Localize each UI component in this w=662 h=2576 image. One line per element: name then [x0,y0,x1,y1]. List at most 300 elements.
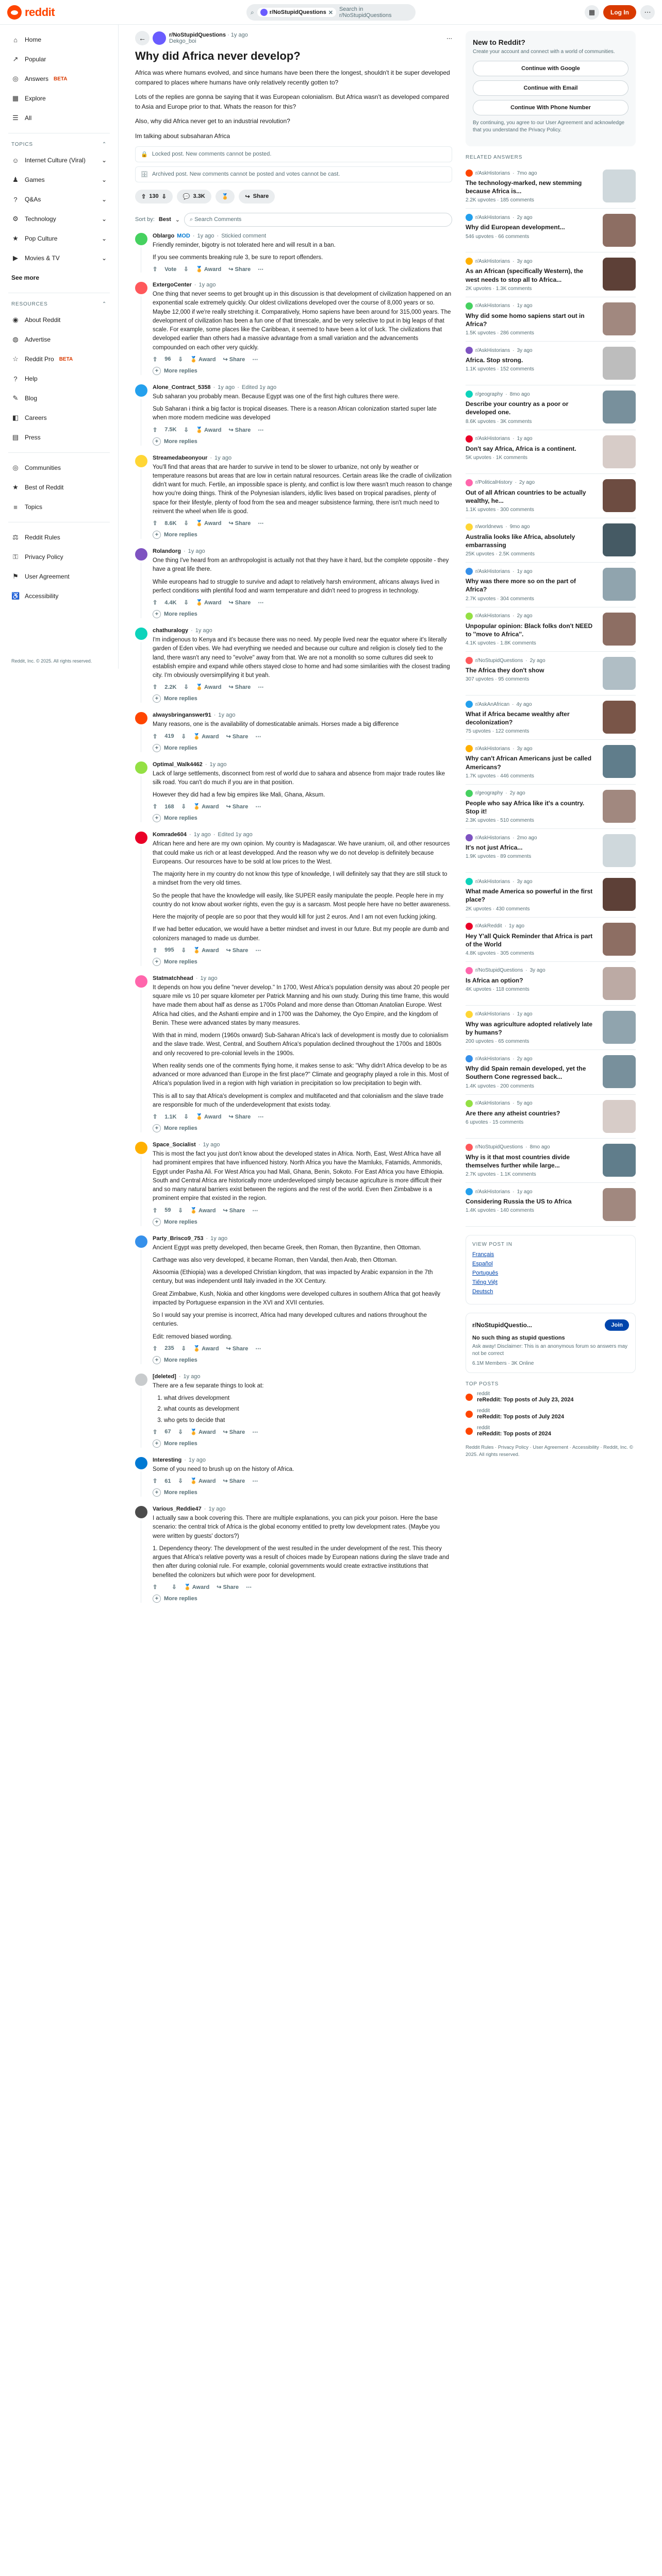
comment-body [153,1465,452,1474]
comment-author[interactable]: Streamedabeonyour [153,454,208,461]
share-button[interactable]: ↪ Share [217,1584,239,1590]
topics-icon: ≡ [13,503,18,511]
related-item[interactable]: r/NoStupidQuestions · 3y ago Is Africa an option? 4K upvotes · 118 comments [466,962,636,1006]
award-button[interactable]: 🏅 Award [195,520,222,527]
comment-actions [153,520,452,527]
downvote-icon[interactable]: ⇩ [181,947,186,954]
downvote-icon[interactable]: ⇩ [184,1114,189,1121]
more-replies-button[interactable]: + More replies [153,367,452,375]
nav-press[interactable]: ▤ Press [12,433,41,441]
comment-time: 1y ago [203,1142,220,1148]
plus-icon: + [153,958,161,966]
related-item[interactable]: r/AskHistorians · 2mo ago It's not just Africa... 1.9K upvotes · 89 comments [466,829,636,873]
award-button[interactable]: 🏅 Award [190,1429,216,1435]
comment-author[interactable]: Komrade604 [153,832,187,838]
comment-search-input[interactable]: ⌕ Search Comments [184,213,452,227]
share-button[interactable]: ↪ Share [223,1429,245,1435]
continue-email-button[interactable]: Continue with Email [473,80,628,96]
comment-time: 1y ago [214,454,232,461]
search-icon: ⌕ [189,216,195,223]
upvote-icon[interactable]: ⇧ [153,1429,158,1435]
award-button[interactable]: 🏅 Award [195,266,222,273]
comment-author[interactable]: [deleted] [153,1373,176,1380]
more-options-icon[interactable]: ⋯ [252,1429,258,1435]
share-button[interactable]: ↪ Share [228,427,251,433]
sort-dropdown[interactable]: Best [158,216,171,223]
related-stats: 1.9K upvotes · 89 comments [466,854,532,860]
comment-paragraph: Ancient Egypt was pretty developed, then became Greek, then Roman, then Byzantine, then Ottoman. [153,1244,421,1251]
search-bar[interactable] [246,4,416,21]
related-item[interactable]: r/geography · 8mo ago Describe your country as a poor or developed one. 8.6K upvotes · 3K comments [466,385,636,430]
search-input[interactable]: Search in r/NoStupidQuestions [339,6,392,19]
more-options-icon[interactable]: ⋯ [258,684,264,691]
comment-body [153,1514,452,1580]
related-item[interactable]: r/AskAnAfrican · 4y ago What if Africa became wealthy after decolonization? 75 upvotes · 122 comments [466,696,636,740]
more-options-icon[interactable]: ⋯ [246,1584,252,1590]
subreddit-card-title: No such thing as stupid questions [472,1335,565,1341]
comment-body [153,720,452,729]
post-author[interactable]: Dekgo_boi [169,38,196,44]
downvote-icon[interactable]: ⇩ [178,356,183,363]
related-title: Australia looks like Africa, absolutely embarrassing [466,533,575,549]
share-button[interactable]: ↪ Share [223,356,245,363]
related-time: 2y ago [519,480,535,485]
comment-avatar[interactable] [135,455,147,467]
comment-author[interactable]: Statmatchhead [153,975,193,981]
upvote-icon[interactable]: ⇧ [153,1478,158,1485]
comment-votes: 2.2K [164,684,177,690]
topic-movies-tv[interactable]: ▶ Movies & TV ⌄ [6,248,112,268]
related-item[interactable]: r/AskHistorians · 2y ago Why did Spain remain developed, yet the Southern Cone regressed back... 1.4K upvotes · 200 comments [466,1050,636,1094]
chevron-down-icon: ⌄ [101,176,107,183]
comment-paragraph: One thing that never seems to get brought up in this discussion is that development of civilization happened on an exponential scale extremely quickly. Our oldest civilizations developed over the course of 8,000 years or so. Maybe 12,000 if we're really stretching it. Comparatively, Homo sapiens have been around for 315,000 years. The development of civilization has been a fun one of that timescale, and be very selective to put in big leaps of that scale. For example, some places like the Caribbean, it seemed to have been a lot of luck. The civilizations that developed earlier than others had a massive advantage from a small variation and the advancements compounded on each other very quickly. [153,291,452,351]
upvote-icon[interactable]: ⇧ [153,804,158,810]
award-button[interactable]: 🏅 Award [193,804,219,810]
comment-avatar[interactable] [135,761,147,774]
comment-author[interactable]: Alone_Contract_5358 [153,384,211,391]
related-item[interactable]: r/AskHistorians · 1y ago Considering Russia the US to Africa 1.4K upvotes · 140 comments [466,1183,636,1227]
games-icon: ♟ [12,176,19,183]
reddit-logo-icon [7,5,22,20]
upvote-icon[interactable]: ⇧ [153,1345,158,1352]
comment-author[interactable]: Optimal_Walk4462 [153,761,203,768]
related-item[interactable]: r/geography · 2y ago People who say Africa like it's a country. Stop it! 2.3K upvotes · 510 comments [466,785,636,829]
comment-paragraph: Sub saharan you probably mean. Because Egypt was one of the first high cultures there were. [153,393,400,400]
more-options-icon[interactable]: ⋯ [255,947,261,954]
vote-button[interactable]: ⇧ 130 ⇩ [135,190,173,204]
comment-author[interactable]: Party_Brisco9_753 [153,1235,204,1242]
comment [135,832,452,966]
downvote-icon[interactable]: ⇩ [178,1207,183,1214]
share-button[interactable]: ↪ Share [239,190,275,204]
downvote-icon[interactable]: ⇩ [184,427,189,433]
downvote-icon[interactable]: ⇩ [172,1584,177,1590]
chevron-down-icon: ⌄ [101,157,107,164]
share-button[interactable]: ↪ Share [223,1207,245,1214]
post-main [135,31,452,1612]
nav-all[interactable]: ☰ All [6,108,112,128]
related-answers [466,155,636,1227]
more-options-icon[interactable]: ⋯ [252,356,258,363]
nav-privacy-policy[interactable]: ⚿ Privacy Policy [6,547,112,567]
more-options-icon[interactable]: ⋯ [252,1207,258,1214]
related-title: Why did European development... [466,224,565,231]
comment-votes: 4.4K [164,599,177,606]
related-sub: r/AskHistorians [475,613,510,619]
comment-avatar[interactable] [135,1235,147,1248]
see-more-link[interactable]: See more [11,274,40,281]
lang-link-french[interactable]: Français [472,1251,494,1258]
comment [135,628,452,703]
comment-actions [153,1113,452,1120]
related-thumbnail [603,834,636,867]
related-title: Why can't African Americans just be called Americans? [466,755,592,771]
reddit-logo-text: reddit [25,5,55,19]
comment-time: 1y ago [188,548,205,555]
comment-paragraph: So I would say your premise is incorrect, Africa had many developed cultures and nations throughout the centuries. [153,1312,427,1328]
downvote-icon[interactable]: ⇩ [181,733,186,740]
comment-header: Statmatchhead · 1y ago [153,975,218,981]
lang-link-portuguese[interactable]: Português [472,1270,499,1276]
related-title: What if Africa became wealthy after decolonization? [466,710,570,726]
comment-avatar[interactable] [135,1506,147,1518]
related-sub: r/AskHistorians [475,568,510,574]
related-item[interactable]: r/NoStupidQuestions · 8mo ago Why is it that most countries divide themselves further while large... 2.7K upvotes · 1.1K comments [466,1139,636,1183]
related-item[interactable]: r/AskHistorians · 1y ago Why was there more so on the part of Africa? 2.7K upvotes · 304 comments [466,563,636,607]
more-options-icon[interactable]: ⋯ [258,427,264,433]
award-button[interactable]: 🏅 Award [190,1207,216,1214]
join-button[interactable]: Join [605,1319,629,1331]
related-title: Hey Y'all Quick Reminder that Africa is part of the World [466,932,593,948]
nav-careers[interactable]: ◧ Careers [12,414,47,421]
more-replies-button[interactable]: + More replies [153,1439,452,1448]
related-sub: r/AskHistorians [475,170,510,176]
related-item[interactable]: r/AskHistorians · 2y ago Why did European development... 546 upvotes · 66 comments [466,209,636,252]
subreddit-avatar[interactable] [153,31,166,45]
comment-author[interactable]: Space_Socialist [153,1142,196,1148]
topics-header[interactable]: TOPICS ⌃ [11,142,107,147]
nav-accessibility[interactable]: ♿ Accessibility [11,592,59,600]
more-replies-button[interactable]: + More replies [153,531,452,539]
upvote-icon[interactable]: ⇧ [153,1114,158,1121]
downvote-icon[interactable]: ⇩ [178,1478,183,1485]
related-item[interactable]: r/AskHistorians · 2y ago Unpopular opinion: Black folks don't NEED to ''move to Africa''. 4.1K upvotes · 1.8K comments [466,607,636,652]
more-options-icon[interactable]: ⋯ [252,1478,258,1485]
nav-advertise[interactable]: ◍ Advertise [6,330,112,349]
comment [135,712,452,752]
smile-icon: ☺ [12,156,19,164]
comment-body [153,290,452,352]
related-item[interactable]: r/NoStupidQuestions · 2y ago The Africa they don't show 307 upvotes · 95 comments [466,652,636,696]
related-thumbnail [603,391,636,423]
nav-best-of-reddit[interactable]: ★ Best of Reddit [6,478,112,497]
more-replies-button[interactable]: + More replies [153,744,452,752]
topic-qas[interactable]: ? Q&As ⌄ [6,190,112,209]
related-item[interactable]: r/worldnews · 9mo ago Australia looks like Africa, absolutely embarrassing 25K upvotes · 2.5K comments [466,518,636,563]
topic-internet-culture[interactable]: ☺ Internet Culture (Viral) ⌄ [12,156,107,164]
more-replies-button[interactable]: + More replies [153,437,452,446]
related-header: RELATED ANSWERS [466,155,523,160]
related-thumbnail [603,613,636,646]
comment-extra: Edited 1y ago [241,384,277,391]
comment-avatar[interactable] [135,282,147,294]
subreddit-name[interactable]: r/NoStupidQuestions [169,32,226,38]
award-button[interactable]: 🏅 Award [195,684,222,691]
upvote-icon[interactable]: ⇧ [153,600,158,606]
comment-avatar[interactable] [135,628,147,640]
more-options-icon[interactable]: ⋯ [258,600,264,606]
more-icon[interactable]: ⋯ [640,5,655,20]
more-replies-button[interactable]: + More replies [153,694,452,703]
downvote-icon[interactable]: ⇩ [178,1429,183,1435]
more-replies-button[interactable]: + More replies [153,1488,452,1497]
topic-technology[interactable]: ⚙ Technology ⌄ [6,209,112,229]
related-item[interactable]: r/AskHistorians · 5y ago Are there any atheist countries? 6 upvotes · 15 comments [466,1095,636,1139]
downvote-icon[interactable]: ⇩ [181,804,186,810]
related-list [466,164,636,1227]
upvote-icon[interactable]: ⇧ [153,520,158,527]
related-sub: r/NoStupidQuestions [475,1144,523,1150]
related-item[interactable]: r/AskHistorians · 1y ago Why did some homo sapiens start out in Africa? 1.5K upvotes · 286 comments [466,297,636,342]
related-stats: 1.1K upvotes · 300 comments [466,506,534,513]
award-button[interactable]: 🏅 Award [193,1345,219,1352]
award-button[interactable]: 🏅 Award [195,1114,222,1121]
more-options-icon[interactable]: ⋯ [255,733,261,740]
related-thumbnail [603,1100,636,1133]
related-item[interactable]: r/AskHistorians · 7mo ago The technology-marked, new stemming because Africa is... 2.2K upvotes · 185 comments [466,164,636,209]
related-time: 2y ago [517,214,533,221]
related-item[interactable]: r/PoliticalHistory · 2y ago Out of all African countries to be actually wealthy, he... 1.1K upvotes · 300 comments [466,474,636,518]
related-item[interactable]: r/AskHistorians · 3y ago Why can't African Americans just be called Americans? 1.7K upvotes · 446 comments [466,740,636,784]
continue-phone-button[interactable]: Continue With Phone Number [473,100,628,115]
related-item[interactable]: r/AskHistorians · 3y ago What made America so powerful in the first place? 2K upvotes · 430 comments [466,873,636,917]
more-replies-button[interactable]: + More replies [153,814,452,822]
share-button[interactable]: ↪ Share [226,733,249,740]
nav-help[interactable]: ? Help [6,369,112,388]
related-thumbnail [603,214,636,247]
subreddit-icon [466,701,473,708]
subreddit-avatar-icon [260,9,268,16]
more-options-icon[interactable]: ⋯ [258,266,264,273]
search-subreddit-chip[interactable] [257,8,336,17]
award-button[interactable]: 🏅 Award [190,1478,216,1485]
share-button[interactable]: ↪ Share [226,804,249,810]
share-button[interactable]: ↪ Share [223,1478,245,1485]
comment-actions [153,1429,452,1435]
share-button[interactable]: ↪ Share [228,684,251,691]
downvote-icon[interactable]: ⇩ [184,600,189,606]
more-replies-button[interactable]: + More replies [153,1218,452,1226]
chevron-down-icon[interactable]: ⌄ [175,216,180,223]
comment-time: 1y ago [209,761,227,768]
award-button[interactable]: 🏅 Award [193,947,219,954]
close-icon[interactable]: ✕ [328,9,333,16]
top-post-item[interactable]: reddit reReddit: Top posts of July 23, 2024 [466,1391,636,1403]
award-button[interactable]: 🏅 Award [193,733,219,740]
more-replies-button[interactable]: + More replies [153,1124,452,1132]
back-arrow-icon[interactable]: ← [135,31,150,45]
comment-paragraph: One thing I've heard from an anthropologist is actually not that they have it hard, but the complete opposite - they have a great life there. [153,557,449,573]
share-button[interactable]: ↪ Share [228,520,251,527]
subreddit-card-name[interactable]: r/NoStupidQuestio... [472,1321,532,1329]
all-icon: ☰ [12,114,19,122]
lang-link-spanish[interactable]: Español [472,1261,493,1267]
more-replies-button[interactable]: + More replies [153,1356,452,1364]
nav-blog[interactable]: ✎ Blog [6,388,112,408]
share-button[interactable]: ↪ Share [226,947,249,954]
comment-avatar[interactable] [135,384,147,397]
award-button[interactable]: 🏅 Award [184,1584,210,1590]
related-item[interactable]: r/AskReddit · 1y ago Hey Y'all Quick Reminder that Africa is part of the World 4.8K upvotes · 305 comments [466,918,636,962]
nav-explore[interactable]: ▦ Explore [12,94,46,102]
resources-header[interactable]: RESOURCES ⌃ [11,301,107,307]
nav-popular[interactable]: ↗ Popular [6,49,112,69]
related-title: Why was agriculture adopted relatively late by humans? [466,1020,593,1037]
comments-button[interactable]: 💬 3.3K [177,190,211,204]
upvote-icon[interactable]: ⇧ [153,1207,158,1214]
nav-home[interactable]: ⌂ Home [6,30,112,49]
share-button[interactable]: ↪ Share [228,1114,251,1121]
more-options-icon[interactable]: ⋯ [258,1114,264,1121]
comment-avatar[interactable] [135,712,147,724]
more-options-icon[interactable]: ⋯ [255,804,261,810]
comment-body [153,636,452,680]
related-title: Out of all African countries to be actually wealthy, he... [466,488,586,504]
comment-paragraph: Lack of large settlements, disconnect from rest of world due to sahara and absence from major trade routes like silk road. You can't do much if you are in that position. [153,770,445,786]
related-stats: 4.1K upvotes · 1.8K comments [466,640,536,646]
qr-code-icon[interactable]: ▦ [585,5,599,20]
upvote-icon[interactable]: ⇧ [153,1584,158,1590]
pro-icon: ☆ [12,355,19,363]
upvote-icon[interactable]: ⇧ [153,733,158,740]
topic-games[interactable]: ♟ Games ⌄ [6,170,112,190]
comment-author[interactable]: alwaysbringanswer91 [153,712,211,719]
nav-reddit-pro[interactable]: ☆ Reddit Pro BETA [6,349,112,369]
more-replies-button[interactable]: + More replies [153,958,452,966]
more-replies-button[interactable]: + More replies [153,1595,452,1603]
comment-author[interactable]: ExtergoCenter [153,282,192,289]
downvote-icon[interactable]: ⇩ [184,520,189,527]
comment-author[interactable]: Rolandorg [153,548,181,555]
comment-paragraph: African here and here are my own opinion. My country is Madagascar. We have uranium, oil, and other resources that could make us rich or at least developped. And the reason why we do not develop is definitely because Europeans. Our resources have to be sold at low prices to the West. [153,841,450,865]
topic-pop-culture[interactable]: ★ Pop Culture ⌄ [6,229,112,248]
upvote-icon[interactable]: ⇧ [153,947,158,954]
reddit-logo[interactable] [7,5,55,20]
comment-avatar[interactable] [135,1374,147,1386]
lang-link-vietnamese[interactable]: Tiếng Việt [472,1279,498,1285]
related-time: 2y ago [517,613,533,619]
more-options-icon[interactable]: ⋯ [446,35,452,42]
login-button[interactable]: Log In [603,5,636,20]
plus-icon: + [153,367,161,375]
nav-about-reddit[interactable]: ◉ About Reddit [6,310,112,330]
nav-answers[interactable]: ◎ Answers BETA [6,69,112,89]
nav-communities[interactable]: ◎ Communities [6,458,112,478]
more-options-icon[interactable]: ⋯ [255,1345,261,1352]
award-button[interactable]: 🏅 Award [195,600,222,606]
upvote-icon[interactable]: ⇧ [153,684,158,691]
comment-time: 1y ago [198,282,216,289]
post-body [135,68,452,141]
comment-author[interactable]: Interesting [153,1456,182,1463]
share-button[interactable]: ↪ Share [226,1345,249,1352]
comment-avatar[interactable] [135,1142,147,1154]
related-item[interactable]: r/AskHistorians · 3y ago Africa. Stop strong. 1.1K upvotes · 152 comments [466,342,636,385]
share-button[interactable]: ↪ Share [228,266,251,273]
top-post-item[interactable]: reddit reReddit: Top posts of 2024 [466,1425,636,1437]
upvote-icon[interactable]: ⇧ [153,356,158,363]
nav-user-agreement[interactable]: ⚑ User Agreement [6,567,112,586]
comment-avatar[interactable] [135,548,147,561]
related-thumbnail [603,923,636,956]
search-chip-label: r/NoStupidQuestions [269,9,326,15]
downvote-icon[interactable]: ⇩ [181,1345,186,1352]
share-button[interactable]: ↪ Share [228,600,251,606]
more-replies-button[interactable]: + More replies [153,610,452,618]
related-stats: 25K upvotes · 2.5K comments [466,551,535,557]
chevron-up-icon: ⌃ [102,142,107,147]
related-item[interactable]: r/AskHistorians · 1y ago Why was agriculture adopted relatively late by humans? 200 upvotes · 65 comments [466,1006,636,1050]
comment-actions [153,1345,452,1352]
related-title: Africa. Stop strong. [466,357,523,364]
comment-time: 1y ago [183,1373,201,1380]
chevron-down-icon: ⌄ [101,235,107,242]
related-thumbnail [603,170,636,202]
comment-avatar[interactable] [135,233,147,245]
explore-icon: ▦ [12,94,19,102]
comment-body [153,393,452,423]
comment-votes: 1.1K [164,1113,177,1120]
nav-reddit-rules[interactable]: ⚖ Reddit Rules [6,528,112,547]
lang-link-german[interactable]: Deutsch [472,1289,493,1295]
award-button[interactable] [216,190,235,204]
comment-author[interactable]: Oblargo [153,232,175,239]
comment-avatar[interactable] [135,832,147,844]
upvote-icon[interactable]: ⇧ [153,427,158,433]
continue-google-button[interactable]: Continue with Google [473,61,628,76]
downvote-icon[interactable]: ⇩ [184,684,189,691]
comment-time: 1y ago [210,1235,228,1242]
related-item[interactable]: r/AskHistorians · 1y ago Don't say Africa, Africa is a continent. 5K upvotes · 1K comments [466,430,636,474]
comment-avatar[interactable] [135,975,147,988]
award-button[interactable]: 🏅 Award [195,427,222,433]
comment-avatar[interactable] [135,1457,147,1469]
subreddit-icon [466,568,473,575]
comment-paragraph: So the people that have the knowledge will easily, like SUPER easily manipulate the people. People here in my country do not know about worker rights, even the guy is a sarcasm. Most people here have no better awareness. [153,892,451,908]
comment-author[interactable]: Various_Reddie47 [153,1506,202,1513]
comment-time: 1y ago [197,232,214,239]
related-time: 2y ago [529,657,545,664]
related-sub: r/geography [475,790,503,796]
post-paragraph: Also, why did Africa never get to an industrial revolution? [135,117,290,125]
upvote-icon[interactable]: ⇧ [153,266,158,273]
comment-actions [153,427,452,433]
related-thumbnail [603,745,636,778]
comment-paragraph: 1. Dependency theory: The development of the west resulted in the under development of the rest. This theory argues that Africa's relative poverty was a result of choices made by European nations during the slave trade and then after during colonial rule. For example, colonial governments would create extractive institutions that benefited the colonizers but which were poor for development. [153,1545,449,1579]
nav-topics[interactable]: ≡ Topics [6,497,112,517]
related-sub: r/NoStupidQuestions [475,968,523,974]
best-icon: ★ [12,483,19,491]
top-post-item[interactable]: reddit reReddit: Top posts of July 2024 [466,1408,636,1420]
comment-author[interactable]: chathuralogy [153,628,189,634]
comment-actions [153,266,452,273]
award-button[interactable]: 🏅 Award [190,356,216,363]
downvote-icon[interactable]: ⇩ [184,266,189,273]
related-item[interactable]: r/AskHistorians · 3y ago As an African (specifically Western), the west needs to stop all to Africa... 2K upvotes · 1.3K comments [466,252,636,297]
left-sidebar [0,25,119,669]
comment-paragraph: If you see comments breaking rule 3, be sure to report offenders. [153,254,323,261]
more-options-icon[interactable]: ⋯ [258,520,264,527]
